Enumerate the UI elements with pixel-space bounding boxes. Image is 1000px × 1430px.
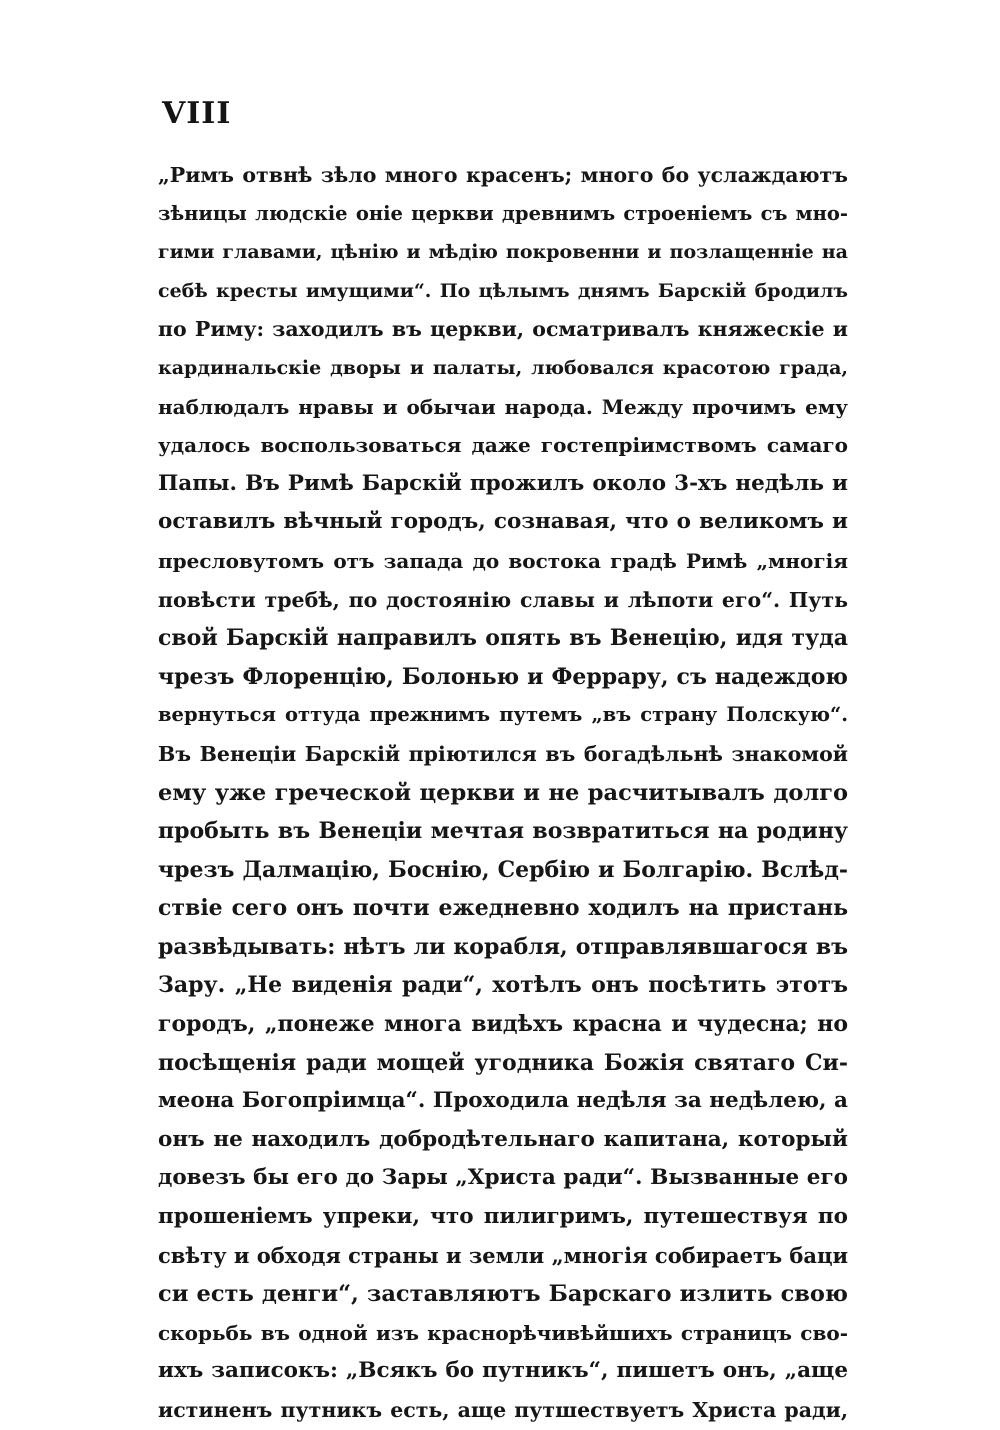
text-line: кардинальскіе дворы и палаты, любовался красотою града,: [158, 356, 848, 379]
text-line: наблюдалъ нравы и обычаи народа. Между прочимъ ему: [158, 394, 848, 419]
text-line: Папы. Въ Римѣ Барскій прожилъ около 3-хъ недѣль и: [158, 470, 848, 496]
text-line: истиненъ путникъ есть, аще путшествуетъ Христа ради,: [158, 1398, 848, 1422]
text-line: по Риму: заходилъ въ церкви, осматривалъ княжескіе и: [158, 317, 848, 342]
text-line: пробыть въ Венеціи мечтая возвратиться на родину: [158, 818, 848, 845]
text-line: ему уже греческой церкви и не расчитывалъ долго: [158, 779, 848, 806]
text-line: оставилъ вѣчный городъ, сознавая, что о великомъ и: [158, 509, 848, 535]
text-line: онъ не находилъ добродѣтельнаго капитана, который: [158, 1126, 848, 1152]
text-line: зѣницы людскіе оніе церкви древнимъ строеніемъ съ мно-: [158, 201, 848, 225]
text-line: городъ, „понеже многа видѣхъ красна и чудесна; но: [158, 1011, 848, 1038]
text-line: довезъ бы его до Зары „Христа ради“. Вызванные его: [158, 1165, 848, 1191]
text-line: удалось воспользоваться даже гостепріимствомъ самаго: [158, 433, 848, 458]
page-number: VIII: [162, 96, 232, 131]
text-line: чрезъ Далмацію, Боснію, Сербію и Болгарію. Вслѣд-: [158, 856, 848, 883]
text-line: Въ Венеціи Барскій пріютился въ богадѣльнѣ знакомой: [158, 741, 848, 766]
text-line: си есть денги“, заставляютъ Барскаго излить свою: [158, 1281, 848, 1308]
body-text: [158, 156, 848, 1430]
text-line: Зару. „Не виденія ради“, хотѣлъ онъ посѣтить этотъ: [158, 972, 848, 999]
text-line: ствіе сего онъ почти ежедневно ходилъ на пристань: [158, 895, 848, 922]
text-line: пресловутомъ отъ запада до востока градѣ Римѣ „многія: [158, 548, 848, 573]
text-line: ихъ записокъ: „Всякъ бо путникъ“, пишетъ онъ, „аще: [158, 1358, 848, 1384]
text-line: меона Богопріимца“. Проходила недѣля за недѣлею, а: [158, 1088, 848, 1114]
text-line: свой Барскій направилъ опять въ Венецію, идя туда: [158, 625, 848, 652]
text-line: прошеніемъ упреки, что пилигримъ, путешествуя по: [158, 1204, 848, 1230]
text-line: гими главами, цѣнію и мѣдію покровенни и позлащенніе на: [158, 241, 848, 264]
text-line: повѣсти требѣ, по достоянію славы и лѣпоти его“. Путь: [158, 587, 848, 612]
text-line: себѣ кресты имущими“. По цѣлымъ днямъ Барскій бродилъ: [158, 279, 848, 302]
text-line: скорьбь въ одной изъ краснорѣчивѣйшихъ страницъ сво-: [158, 1320, 848, 1345]
text-line: посѣщенія ради мощей угодника Божія святаго Си-: [158, 1049, 848, 1076]
text-line: свѣту и обходя страны и земли „многія собираетъ баци: [158, 1242, 848, 1268]
text-line: „Римъ отвнѣ зѣло много красенъ; много бо услаждаютъ: [158, 163, 848, 187]
text-line: вернуться оттуда прежнимъ путемъ „въ страну Полскую“.: [158, 703, 848, 727]
text-line: развѣдывать: нѣтъ ли корабля, отправлявшагося въ: [158, 933, 848, 960]
text-line: чрезъ Флоренцію, Болонью и Феррару, съ надеждою: [158, 663, 848, 690]
